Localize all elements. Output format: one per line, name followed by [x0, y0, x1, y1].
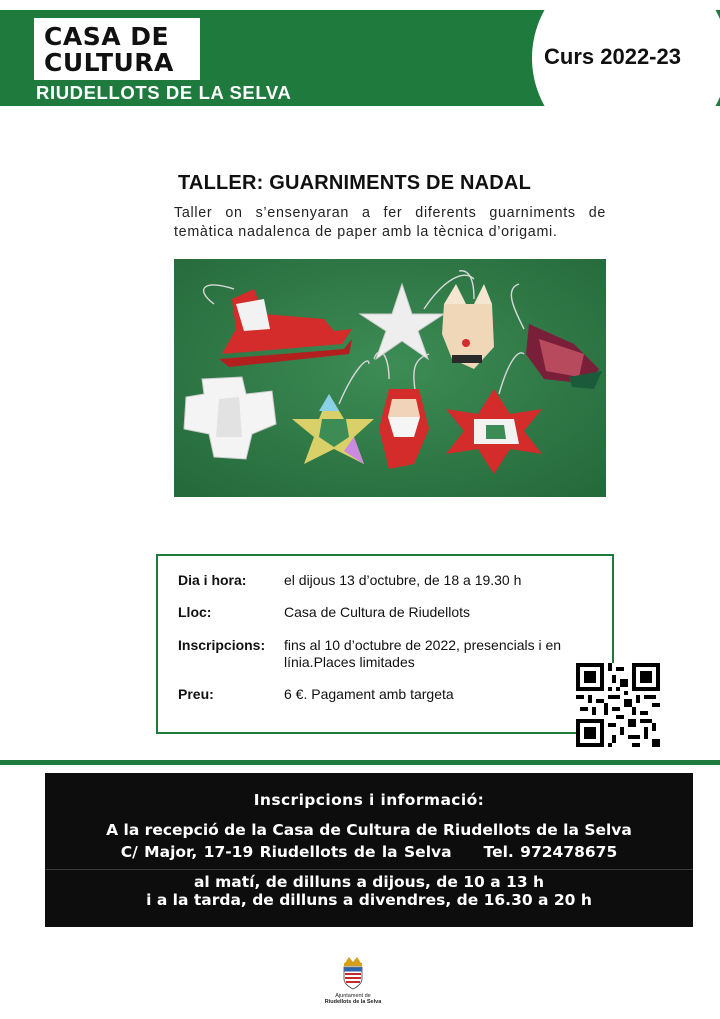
footer-line-1: Ajuntament de: [335, 993, 371, 999]
details-key: Lloc:: [178, 604, 212, 620]
details-box: [156, 554, 614, 734]
contact-panel: [45, 773, 693, 927]
logo: [34, 18, 200, 80]
details-value: 6 €. Pagament amb targeta: [284, 686, 454, 702]
course-circle: [532, 0, 720, 156]
origami-photo: [174, 259, 606, 497]
details-key: Dia i hora:: [178, 572, 247, 588]
details-key: Inscripcions:: [178, 637, 266, 653]
qr-code-icon[interactable]: [576, 663, 660, 747]
contact-hours-morning: al matí, de dilluns a dijous, de 10 a 13 h: [193, 873, 545, 891]
workshop-description: Taller on s’ensenyaran a fer diferents guarniments de temàtica nadalenca de paper amb la tècnica d’origami.: [174, 205, 606, 240]
contact-hours-afternoon: i a la tarda, de dilluns a divendres, de 16.30 a 20 h: [146, 891, 592, 909]
details-value: Casa de Cultura de Riudellots: [284, 604, 470, 620]
details-key: Preu:: [178, 686, 214, 702]
municipal-emblem-icon: [338, 955, 368, 991]
footer-line-2: Riudellots de la Selva: [324, 999, 382, 1005]
course-label: Curs 2022-23: [544, 44, 681, 69]
page-title: TALLER: GUARNIMENTS DE NADAL: [178, 172, 531, 194]
contact-heading: Inscripcions i informació:: [253, 791, 485, 809]
panel-divider: [45, 869, 693, 870]
logo-line-2: CULTURA: [44, 48, 174, 77]
details-value: el dijous 13 d’octubre, de 18 a 19.30 h: [284, 572, 522, 588]
contact-address: C/ Major, 17-19 Riudellots de la Selva Tel. 972478675: [120, 843, 618, 861]
contact-location: A la recepció de la Casa de Cultura de Riudellots de la Selva: [106, 821, 632, 839]
header-subtitle: RIUDELLOTS DE LA SELVA: [36, 82, 292, 103]
logo-line-1: CASA DE: [44, 22, 170, 51]
divider: [0, 760, 720, 765]
details-value: fins al 10 d’octubre de 2022, presencials i en línia.Places limitades: [284, 637, 562, 670]
